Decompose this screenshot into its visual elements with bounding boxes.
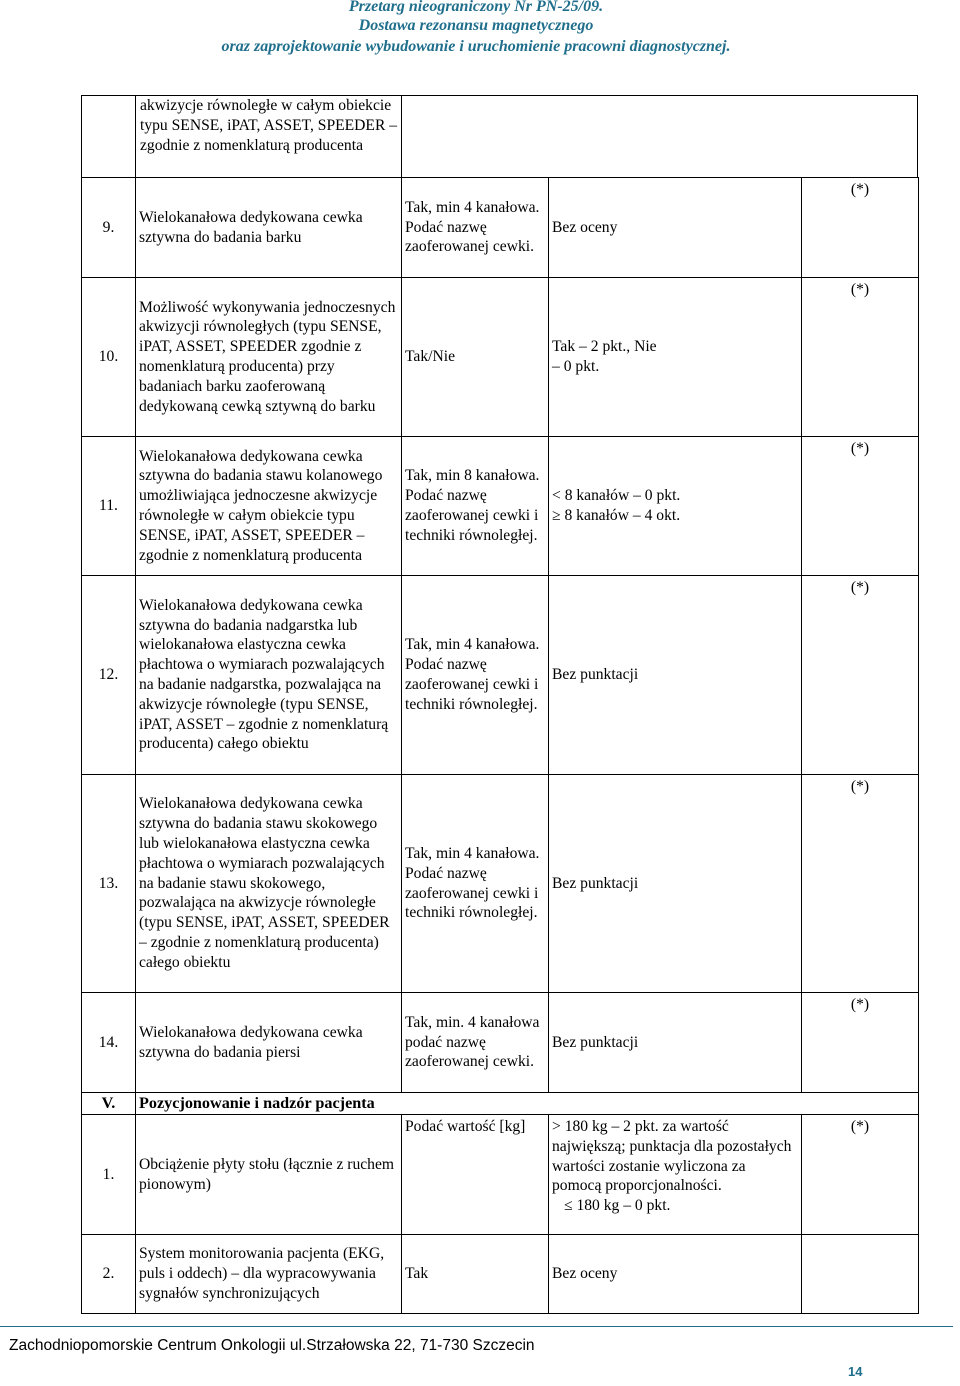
table-divider — [401, 95, 402, 178]
page-number: 14 — [848, 1364, 863, 1379]
row-number: 1. — [82, 1115, 136, 1235]
parameter-cell: Wielokanałowa dedykowana cewka sztywna do badania barku — [136, 178, 402, 278]
requirement-cell: Podać wartość [kg] — [402, 1115, 549, 1235]
table-row — [82, 576, 919, 775]
score-cell: Bez punktacji — [549, 993, 802, 1093]
section-number: V. — [82, 1093, 136, 1115]
footer-rule — [0, 1326, 953, 1327]
note-cell: (*) — [802, 1115, 919, 1235]
score-cell — [549, 1115, 802, 1235]
row-number: 14. — [82, 993, 136, 1093]
row-number: 10. — [82, 278, 136, 437]
score-line: < 8 kanałów – 0 pkt. — [552, 487, 681, 505]
header-line-scope: oraz zaprojektowanie wybudowanie i uruchomienie pracowni diagnostycznej. — [221, 38, 731, 55]
requirement-cell: Tak, min 4 kanałowa. Podać nazwę zaoferowanej cewki i techniki równoległej. — [402, 576, 549, 775]
score-cell — [549, 437, 802, 576]
header-line-subject: Dostawa rezonansu magnetycznego — [358, 17, 594, 34]
parameter-cell: Obciążenie płyty stołu (łącznie z ruchem pionowym) — [136, 1115, 402, 1235]
parameter-cell: Wielokanałowa dedykowana cewka sztywna do badania piersi — [136, 993, 402, 1093]
score-cell: Bez oceny — [549, 178, 802, 278]
note-cell — [802, 1235, 919, 1314]
footer-address: Zachodniopomorskie Centrum Onkologii ul.Strzałowska 22, 71-730 Szczecin — [9, 1337, 535, 1354]
requirement-cell: Tak, min 4 kanałowa. Podać nazwę zaoferowanej cewki i techniki równoległej. — [402, 775, 549, 993]
score-line: ≤ 180 kg – 0 pkt. — [564, 1197, 671, 1215]
section-header-row — [82, 1093, 919, 1115]
parameter-cell: Wielokanałowa dedykowana cewka sztywna do badania nadgarstka lub wielokanałowa elastyczna cewka płachtowa o wymiarach pozwalających na badanie nadgarstka, pozwalająca na akwizycje równoległe (typu SENSE, iPAT, ASSET – zgodnie z nomenklaturą producenta) całego obiektu — [136, 576, 402, 775]
header-line-tender: Przetarg nieograniczony Nr PN-25/09. — [348, 0, 604, 15]
requirement-cell: Tak, min 4 kanałowa. Podać nazwę zaoferowanej cewki. — [402, 178, 549, 278]
score-line: ≥ 8 kanałów – 4 okt. — [552, 507, 681, 524]
table-row — [82, 1115, 919, 1235]
table-right-border — [917, 95, 918, 178]
score-cell: Bez punktacji — [549, 775, 802, 993]
score-line: > 180 kg – 2 pkt. za wartość największą; punktacja dla pozostałych wartości zostanie wyliczona za pomocą proporcjonalności. — [552, 1118, 792, 1195]
row-number: 2. — [82, 1235, 136, 1314]
row-number: 9. — [82, 178, 136, 278]
table-row — [82, 278, 919, 437]
section-title: Pozycjonowanie i nadzór pacjenta — [136, 1093, 919, 1115]
table-row — [82, 775, 919, 993]
continuation-cell-text: akwizycje równoległe w całym obiekcie typu SENSE, iPAT, ASSET, SPEEDER – zgodnie z nomenklaturą producenta — [140, 97, 398, 154]
note-cell: (*) — [802, 993, 919, 1093]
table-divider — [135, 95, 136, 178]
table-row — [82, 437, 919, 576]
table-row — [82, 1235, 919, 1314]
note-cell: (*) — [802, 178, 919, 278]
row-number: 11. — [82, 437, 136, 576]
note-cell: (*) — [802, 278, 919, 437]
score-cell: Bez oceny — [549, 1235, 802, 1314]
table-row — [82, 178, 919, 278]
score-cell: Bez punktacji — [549, 576, 802, 775]
requirement-cell: Tak/Nie — [402, 278, 549, 437]
parameter-cell: Wielokanałowa dedykowana cewka sztywna do badania stawu skokowego lub wielokanałowa elastyczna cewka płachtowa o wymiarach pozwalających na badanie stawu skokowego, pozwalająca na akwizycje równoległe (typu SENSE, iPAT, ASSET, SPEEDER – zgodnie z nomenklaturą producenta) całego obiektu — [136, 775, 402, 993]
note-cell: (*) — [802, 437, 919, 576]
score-text: Tak – 2 pkt., Nie – 0 pkt. — [552, 338, 657, 375]
note-cell: (*) — [802, 576, 919, 775]
row-number: 13. — [82, 775, 136, 993]
table-left-border — [81, 95, 82, 178]
parameter-cell: System monitorowania pacjenta (EKG, puls i oddech) – dla wypracowywania sygnałów synchronizujących — [136, 1235, 402, 1314]
requirement-cell: Tak, min. 4 kanałowa podać nazwę zaoferowanej cewki. — [402, 993, 549, 1093]
parameter-cell: Wielokanałowa dedykowana cewka sztywna do badania stawu kolanowego umożliwiająca jednoczesne akwizycje równoległe w całym obiekcie typu SENSE, iPAT, ASSET, SPEEDER – zgodnie z nomenklaturą producenta — [136, 437, 402, 576]
parameter-cell: Możliwość wykonywania jednoczesnych akwizycji równoległych (typu SENSE, iPAT, ASSET, SPEEDER zgodnie z nomenklaturą producenta) przy badaniach barku zaoferowaną dedykowaną cewką sztywną do barku — [136, 278, 402, 437]
requirement-cell: Tak — [402, 1235, 549, 1314]
row-number: 12. — [82, 576, 136, 775]
table-row — [82, 993, 919, 1093]
requirement-cell: Tak, min 8 kanałowa. Podać nazwę zaoferowanej cewki i techniki równoległej. — [402, 437, 549, 576]
score-cell — [549, 278, 802, 437]
specification-table — [81, 177, 919, 1314]
note-cell: (*) — [802, 775, 919, 993]
